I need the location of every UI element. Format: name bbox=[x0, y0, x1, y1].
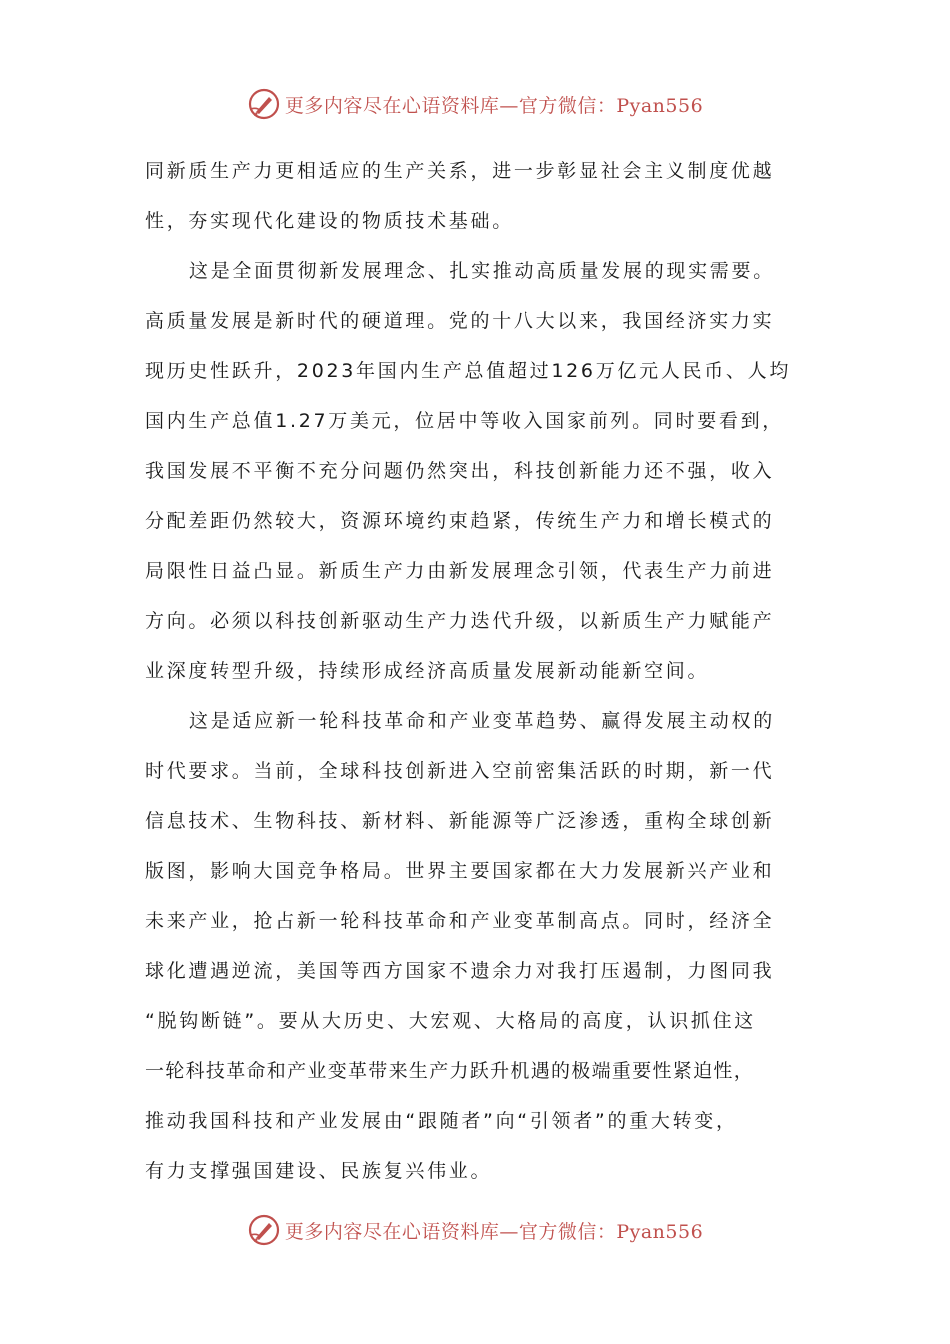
text-line: 同新质生产力更相适应的生产关系，进一步彰显社会主义制度优越 bbox=[145, 160, 775, 182]
text-line: 推动我国科技和产业发展由“跟随者”向“引领者”的重大转变， bbox=[145, 1110, 738, 1132]
text-line: 性，夯实现代化建设的物质技术基础。 bbox=[145, 210, 514, 232]
footer-banner-text: 更多内容尽在心语资料库—官方微信：Pyan556 bbox=[284, 1220, 704, 1243]
text-line: 局限性日益凸显。新质生产力由新发展理念引领，代表生产力前进 bbox=[145, 560, 775, 582]
header-banner bbox=[0, 84, 950, 124]
text-line: 一轮科技革命和产业变革带来生产力跃升机遇的极端重要性紧迫性， bbox=[145, 1060, 755, 1082]
text-line: 方向。必须以科技创新驱动生产力迭代升级，以新质生产力赋能产 bbox=[145, 610, 775, 632]
text-line: 信息技术、生物科技、新材料、新能源等广泛渗透，重构全球创新 bbox=[145, 810, 775, 832]
text-line: “脱钩断链”。要从大历史、大宏观、大格局的高度，认识抓住这 bbox=[145, 1010, 756, 1032]
text-line: 我国发展不平衡不充分问题仍然突出，科技创新能力还不强，收入 bbox=[145, 460, 775, 482]
text-line: 分配差距仍然较大，资源环境约束趋紧，传统生产力和增长模式的 bbox=[145, 510, 775, 532]
pen-logo-icon bbox=[247, 1213, 281, 1247]
text-line: 时代要求。当前，全球科技创新进入空前密集活跃的时期，新一代 bbox=[145, 760, 775, 782]
text-line: 有力支撑强国建设、民族复兴伟业。 bbox=[145, 1160, 493, 1182]
text-line: 高质量发展是新时代的硬道理。党的十八大以来，我国经济实力实 bbox=[145, 310, 775, 332]
footer-banner bbox=[0, 1210, 950, 1250]
text-line: 版图，影响大国竞争格局。世界主要国家都在大力发展新兴产业和 bbox=[145, 860, 775, 882]
text-line: 业深度转型升级，持续形成经济高质量发展新动能新空间。 bbox=[145, 660, 710, 682]
header-banner-text: 更多内容尽在心语资料库—官方微信：Pyan556 bbox=[284, 94, 704, 117]
paragraph-first-line: 这是适应新一轮科技革命和产业变革趋势、赢得发展主动权的 bbox=[189, 710, 775, 732]
text-line: 球化遭遇逆流，美国等西方国家不遗余力对我打压遏制，力图同我 bbox=[145, 960, 775, 982]
text-line: 未来产业，抢占新一轮科技革命和产业变革制高点。同时，经济全 bbox=[145, 910, 775, 932]
paragraph-first-line: 这是全面贯彻新发展理念、扎实推动高质量发展的现实需要。 bbox=[189, 260, 775, 282]
document-body bbox=[145, 146, 810, 1196]
text-line: 现历史性跃升，2023年国内生产总值超过126万亿元人民币、人均 bbox=[145, 360, 792, 382]
text-line: 国内生产总值1.27万美元，位居中等收入国家前列。同时要看到， bbox=[145, 410, 785, 432]
pen-logo-icon bbox=[247, 87, 281, 121]
